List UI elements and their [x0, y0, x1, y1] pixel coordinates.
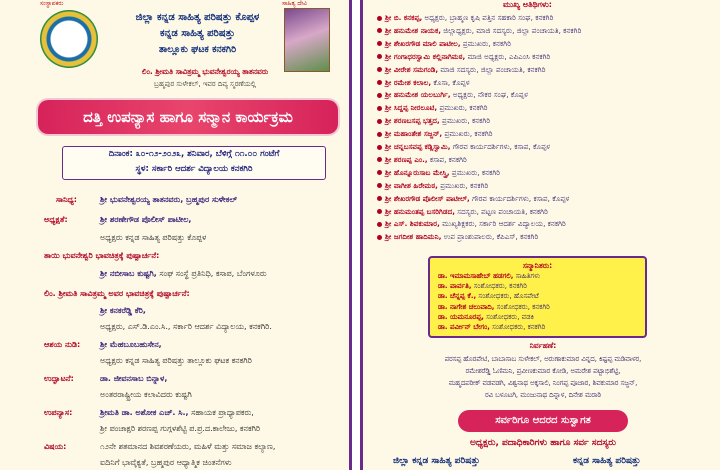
bullet-icon	[377, 196, 382, 201]
bullet-icon	[377, 16, 382, 21]
guest-desc: ಗೌರವ ಕಾರ್ಯದರ್ಶಿಗಳು, ಕಸಾಪ, ಕೊಪ್ಪಳ	[452, 142, 551, 151]
guest-desc: ಗೌರವ ಕಾರ್ಯದರ್ಶಿಗಳು, ಕಸಾಪ, ಕೊಪ್ಪಳ	[472, 193, 570, 203]
guest-desc: ಪ್ರಮುಖರು, ಕನಕಗಿರಿ	[444, 129, 493, 139]
guest-name: ಶ್ರೀ ಹೊನ್ನೂರುಸಾಬ ಮೇಸ್ತ್ರಿ,	[385, 167, 450, 177]
program-row	[100, 408, 254, 418]
program-row	[100, 374, 167, 384]
guest-name: ಶ್ರೀ ಶರಣಪ್ಪ ಎಂ.,	[385, 154, 428, 164]
guest-item	[377, 13, 553, 23]
honoree-name: ಡಾ. ಯಮನೂರಪ್ಪ,	[438, 312, 484, 321]
guest-name: ಶ್ರೀ ಶೇಖರಗೌಡ ಮಾಲಿ ಪಾಟೀಲ,	[385, 38, 461, 48]
guest-desc: ಮುಖ್ಯಶಿಕ್ಷಕರು, ಸರ್ಕಾರಿ ಆದರ್ಶ ವಿದ್ಯಾಲಯ, ಕನಕಗಿರಿ	[442, 219, 566, 229]
guest-item	[377, 52, 550, 62]
guest-item	[377, 26, 581, 36]
tribute-name: ಲಿಂ. ಶ್ರೀಮತಿ ಸಾವಿತ್ರಮ್ಮ ಭುವನೇಶ್ವರಯ್ಯ ತಾತನವರು	[141, 67, 269, 76]
org-title: ಜಿಲ್ಲಾ ಕನ್ನಡ ಸಾಹಿತ್ಯ ಪರಿಷತ್ತು ಕೊಪ್ಪಳ	[135, 12, 260, 23]
program-label: ಉಪನ್ಯಾಸ:	[44, 408, 73, 417]
program-desc: ಅಧ್ಯಕ್ಷರು ಕನ್ನಡ ಸಾಹಿತ್ಯ ಪರಿಷತ್ತು ತಾಲ್ಲೂಕು ಘಟಕ ಕನಕಗಿರಿ	[100, 356, 252, 365]
guest-desc: ಪ್ರಮುಖರು, ಕನಕಗಿರಿ	[462, 38, 511, 48]
guest-desc: ಪ್ರಮುಖರು, ಕನಕಗಿರಿ	[442, 116, 491, 126]
signature-right: ಕನ್ನಡ ಸಾಹಿತ್ಯ ಪರಿಷತ್ತು	[573, 456, 641, 466]
bullet-icon	[377, 157, 382, 162]
guest-item	[377, 103, 488, 113]
program-row	[100, 215, 191, 225]
bullet-icon	[377, 93, 382, 98]
program-row	[44, 408, 72, 418]
honoree-name: ಡಾ. ಪರ್ವೀನ್ ಬೇಗಂ,	[438, 323, 490, 331]
signature-left: ಜಿಲ್ಲಾ ಕನ್ನಡ ಸಾಹಿತ್ಯ ಪರಿಷತ್ತು	[393, 456, 480, 466]
honoree-item	[438, 323, 545, 332]
invite-line: ಅಧ್ಯಕ್ಷರು, ಪದಾಧಿಕಾರಿಗಳು ಹಾಗೂ ಸರ್ವ ಸದಸ್ಯರು	[469, 438, 617, 448]
guest-desc: ಮಾಜಿ ಸದಸ್ಯರು, ಜಿಲ್ಲಾ ಪಂಚಾಯತಿ, ಕನಕಗಿರಿ	[440, 64, 546, 74]
event-venue: ಸ್ಥಳ: ಸರ್ಕಾರಿ ಆದರ್ಶ ವಿದ್ಯಾಲಯ ಕನಕಗಿರಿ	[135, 164, 253, 174]
organizers-line: ಪರಸಪ್ಪ ಹೊರಪೇಟಿ, ಬಾಬಾಸಾಬ ಸುಳೇಕಲ್, ಅರುಣಾಕುಮಾರ ವಿನ್ನದ, ಕಿಷ್ಟಪ್ಪ ಮಡಿವಾಳರ,	[444, 355, 642, 363]
program-row	[100, 195, 237, 205]
guest-item	[377, 39, 511, 49]
welcome-banner: ಸರ್ವರಿಗೂ ಆದರದ ಸುಸ್ವಾಗತ	[458, 410, 628, 432]
program-desc: ಅಧ್ಯಕ್ಷರು, ಎಸ್.ಡಿ.ಎಂ.ಸಿ., ಸರ್ಕಾರಿ ಆದರ್ಶ ವಿದ್ಯಾಲಯ, ಕನಕಗಿರಿ.	[100, 322, 272, 331]
program-label: ಲಿಂ. ಶ್ರೀಮತಿ ಸಾವಿತ್ರಮ್ಮ ಅವರ ಭಾವಚಿತ್ರಕ್ಕೆ ಪುಷ್ಪಾರ್ಚನೆ:	[44, 289, 190, 298]
page-gap	[352, 0, 360, 470]
guest-item	[377, 142, 550, 152]
honoree-name: ಡಾ. ಇಮಾಮಸಾಹೇಬ್ ಹಡಗಲಿ,	[438, 272, 514, 280]
program-row	[100, 269, 267, 279]
right-panel	[360, 0, 720, 470]
goddess-photo	[284, 8, 330, 72]
program-row	[100, 233, 206, 243]
bullet-icon	[377, 183, 382, 188]
bullet-icon	[377, 119, 382, 124]
bullet-icon	[377, 41, 382, 46]
organizers-line: ರಮೇಶರೆಡ್ಡಿ ಓಣಿಮನಿ, ಪ್ರವೀಣಕುಮಾರ ಕೋಡಿ, ಅಮರೇಶ ಪಟ್ಟಾಭಿಶೆಟ್ಟಿ,	[465, 367, 621, 375]
guest-item	[377, 78, 470, 88]
bullet-icon	[377, 145, 382, 150]
photo-caption: ಸಾಹಿತ್ಯ ದೇವಿ	[282, 0, 308, 7]
honoree-name: ಡಾ. ನಾಗೇಶ ಚಲುವಾದಿ,	[438, 302, 495, 311]
guest-name: ಶ್ರೀ ರಮೇಶ ಕಲಾಲ,	[385, 77, 432, 87]
program-row	[44, 442, 66, 452]
program-row	[44, 340, 80, 350]
organizers-line: ರವಿ ಬಳೂಟಗಿ, ಮಂಜುನಾಥ ದಿನ್ನಾಳ, ದಿನೇಶ ಮರಾಠಿ	[484, 391, 601, 399]
honoree-name: ಡಾ. ಚೆನ್ನಪ್ಪ ಕೆ.,	[438, 292, 477, 301]
organizers-title: ನಿರ್ವಹಣೆ:	[529, 341, 557, 350]
guest-desc: ಪ್ರಮುಖರು, ಕನಕಗಿರಿ	[439, 103, 488, 113]
guest-name: ಶ್ರೀ ವೀರೇಶ ಸಮಗಂಡಿ,	[385, 64, 439, 74]
guest-item	[377, 207, 548, 217]
org-subtitle: ಕನ್ನಡ ಸಾಹಿತ್ಯ ಪರಿಷತ್ತು	[160, 28, 235, 39]
guest-item	[377, 232, 538, 242]
guest-name: ಶ್ರೀ ಹನುಮೇಶ ನಾಯಕ,	[385, 25, 441, 35]
program-row	[100, 442, 275, 452]
program-name: ಡಾ. ಜೀವನಸಾಬ ಬಿನ್ನಾಳ,	[100, 374, 168, 383]
honoree-item	[438, 282, 527, 291]
bullet-icon	[377, 209, 382, 214]
guest-item	[377, 155, 467, 165]
program-desc: ೧೨ನೇ ಶತಮಾನದ ಶಿವಶರಣೆಯರು, ಮಹಿಳೆ ಮತ್ತು ಸಮಾಜ ಕಲ್ಯಾಣ,	[100, 442, 276, 451]
program-label: ತಾಯಿ ಭುವನೇಶ್ವರಿ ಭಾವಚಿತ್ರಕ್ಕೆ ಪುಷ್ಪಾರ್ಚನೆ:	[44, 251, 160, 260]
guest-name: ಶ್ರೀ ಶರಣಬಸಪ್ಪ ಭತ್ತದ,	[385, 116, 440, 126]
guest-desc: ಕಸಾಪ, ಕನಕಗಿರಿ	[429, 154, 467, 164]
guest-item	[377, 129, 493, 139]
program-name: ಶ್ರೀ ಮೆಹಬೂಬಹುಸೇನ,	[100, 340, 162, 349]
program-name: ಶ್ರೀ ಕನಕರೆಡ್ಡಿ ಕೆರಿ,	[100, 306, 146, 315]
honoree-desc: ಸಂಶೋಧಕರು, ಕನಕಗಿರಿ	[492, 323, 546, 331]
honorees-title: ಸನ್ಮಾನಿತರು:	[522, 261, 553, 270]
bullet-icon	[377, 106, 382, 111]
program-name: ಶ್ರೀಮತಿ ಡಾ. ಅಶೋಕ ಎಚ್. ಸಿ.,	[100, 408, 189, 417]
guest-name: ಶ್ರೀ ಹನುಮೇಶ ಯಲಬುರ್ಗಿ,	[385, 90, 451, 100]
kasapa-logo-icon	[40, 10, 98, 68]
guest-name: ಶ್ರೀ ವಾಗೀಶ ಹಿರೇಮಠ,	[385, 180, 438, 190]
guest-name: ಶ್ರೀ ಬಿ. ಕನಕಪ್ಪ,	[385, 13, 423, 22]
organizers-line: ಮಹ್ಮದಪರೀಕ್ ವಡವಡಗಿ, ವಿಶ್ವನಾಥ ಅಕ್ಕಸಾಲಿ, ನಿಂಗಪ್ಪ ಪೂಜಾರ, ಶಿವಕುಮಾರ ಸಜ್ಜನ್,	[448, 379, 638, 387]
guest-desc: ಉಪ ಪ್ರಾಂಶುಪಾಲರು, ಕೆಪಿಎಸ್, ಕನಕಗಿರಿ	[443, 232, 539, 242]
guest-desc: ಸದಸ್ಯರು, ಪಟ್ಟಣ ಪಂಚಾಯತಿ, ಕನಕಗಿರಿ	[457, 206, 548, 216]
guest-name: ಶ್ರೀ ಸಿದ್ದಪ್ಪ ನೀರಲೂಟಿ,	[385, 103, 438, 113]
guest-item	[377, 194, 569, 204]
guest-desc: ಅಧ್ಯಕ್ಷರು, ಬ್ರಾಹ್ಮಣ ಕೃಷಿ ಪತ್ತಿನ ಸಹಕಾರಿ ಸಂಘ, ಕನಕಗಿರಿ	[424, 13, 554, 22]
program-desc: ಅಂತರರಾಷ್ಟ್ರೀಯ ಕಲಾವಿದರು ಕುಷ್ಟಗಿ	[100, 390, 192, 399]
bullet-icon	[377, 235, 382, 240]
left-panel	[0, 0, 352, 470]
program-row	[100, 322, 272, 332]
program-row	[56, 195, 77, 205]
program-row	[44, 374, 74, 384]
program-label: ವಿಷಯ:	[44, 442, 67, 451]
guest-name: ಶ್ರೀ ಹನುಮಂತಪ್ಪ ಬಸರಿಗಿಡದ,	[385, 206, 455, 216]
guest-name: ಶ್ರೀ ಎಸ್. ಶಿವಕುಮಾರ,	[385, 219, 440, 229]
honoree-name: ಡಾ. ಪಾರ್ವತಿ,	[438, 282, 472, 291]
guest-desc: ಪ್ರಮುಖರು, ಕನಕಗಿರಿ	[440, 180, 489, 190]
program-row	[100, 306, 146, 316]
bullet-icon	[377, 80, 382, 85]
program-row	[44, 251, 159, 261]
bullet-icon	[377, 222, 382, 227]
honoree-desc: ಸಂಶೋಧಕರು, ವಡಕಿ	[486, 312, 534, 321]
org-unit: ತಾಲ್ಲೂಕು ಘಟಕ ಕನಕಗಿರಿ	[158, 44, 237, 55]
program-name: ಶ್ರೀ ಭುವನೇಶ್ವರಯ್ಯ ತಾತನವರು, ಬ್ರಹ್ಮಪುರ ಸುಳೇಕಲ್	[100, 195, 238, 204]
program-row	[100, 340, 162, 350]
program-desc: ಶ್ರೀ ಪಂಚಾಕ್ಷರಿ ಶರಣಪ್ಪ ಗುಗ್ಗಳಶೆಟ್ಟಿ ಪ.ಪ್ರ.ದ.ಕಾಲೇಜು, ಕನಕಗಿರಿ	[100, 424, 261, 433]
program-label: ಆಶಯ ನುಡಿ:	[44, 340, 81, 349]
program-desc: ಅಧ್ಯಕ್ಷರು ಕನ್ನಡ ಸಾಹಿತ್ಯ ಪರಿಷತ್ತು ಕೊಪ್ಪಳ	[100, 233, 207, 242]
honoree-item	[438, 313, 534, 322]
guest-item	[377, 90, 528, 100]
tribute-line: ಬ್ರಹ್ಮಪುರ ಸುಳೇಕಲ್, ಇವರ ದಿವ್ಯ ಸ್ಮರಣೆಯಲ್ಲಿ	[153, 80, 257, 88]
program-row	[100, 424, 260, 434]
honorees-box	[428, 256, 647, 338]
program-name: ಶ್ರೀ ನಬೀಸಾಬ ಕುಷ್ಟಗಿ,	[100, 269, 157, 278]
program-name: ಶ್ರೀ ಶರಣೇಗೌಡ ಪೊಲೀಸ್ ಪಾಟೀಲ,	[100, 215, 192, 224]
event-banner: ದತ್ತಿ ಉಪನ್ಯಾಸ ಹಾಗೂ ಸನ್ಮಾನ ಕಾರ್ಯಕ್ರಮ	[38, 100, 338, 134]
guest-item	[377, 116, 490, 126]
guest-name: ಶ್ರೀ ಮಹಾಂತೇಶ ಸಜ್ಜನ್,	[385, 129, 443, 139]
program-desc: ಸಂಘ ಸಂಸ್ಥೆ ಪ್ರತಿನಿಧಿ, ಕಸಾಪ, ಬೆಂಗಳೂರು	[159, 269, 267, 278]
guest-item	[377, 168, 500, 178]
bullet-icon	[377, 67, 382, 72]
bullet-icon	[377, 28, 382, 33]
guest-desc: ಪ್ರಮುಖರು, ಕನಕಗಿರಿ	[451, 167, 501, 177]
honoree-item	[438, 292, 539, 301]
guest-desc: ಜಿಲ್ಲಾಧ್ಯಕ್ಷರು, ಮಾಜಿ ಸದಸ್ಯರು, ಜಿಲ್ಲಾ ಪಂಚಾಯತಿ, ಕನಕಗಿರಿ	[443, 25, 582, 35]
event-date: ದಿನಾಂಕ: ೩೦-೧೨-೨೦೨೩, ಶನಿವಾರ, ಬೆಳಿಗ್ಗೆ ೧೧.೦೦ ಗಂಟೆಗೆ	[108, 149, 280, 159]
program-label: ಸಾನಿಧ್ಯ:	[56, 195, 77, 204]
honoree-desc: ಸಂಶೋಧಕರು, ಹೊಸಪೇಟೆ	[478, 292, 539, 301]
guests-title: ಮುಖ್ಯ ಅತಿಥಿಗಳು:	[503, 0, 552, 9]
guest-name: ಶ್ರೀ ಶೇಖರಗೌಡ ಪೊಲೀಸ್ ಪಾಟೀಲ್,	[385, 193, 470, 203]
honoree-desc: ಸಾಹಿತಿಗಳು	[515, 272, 541, 280]
program-label: ಅಧ್ಯಕ್ಷತೆ:	[44, 215, 68, 224]
date-venue-box	[62, 146, 326, 180]
bullet-icon	[377, 54, 382, 59]
guest-name: ಶ್ರೀ ಚನ್ನಬಸವಪ್ಪ ಕಡ್ಲಿಸ್ವಾಮಿ,	[385, 142, 451, 151]
honoree-desc: ಸಂಶೋಧಕರು, ಕನಕಗಿರಿ	[496, 302, 550, 311]
honoree-desc: ಸಂಶೋಧಕರು, ಕನಕಗಿರಿ	[473, 282, 527, 291]
guest-name: ಶ್ರೀ ಜಗದೀಶ ಹಾದಿಮನಿ,	[385, 232, 442, 242]
guest-desc: ಕೊಸಾ, ಕೊಪ್ಪಳ	[433, 77, 470, 87]
guest-desc: ಮಾಜಿ ಅಧ್ಯಕ್ಷರು, ಎಪಿಎಂಸಿ ಕನಕಗಿರಿ	[467, 51, 551, 61]
honoree-item	[438, 272, 540, 281]
program-label: ಉದ್ಘಾಟನೆ:	[44, 374, 74, 383]
program-desc: ಸಹಾಯಕ ಪ್ರಾಧ್ಯಾಪಕರು,	[191, 408, 254, 417]
program-row	[100, 390, 192, 400]
guest-item	[377, 181, 488, 191]
logo-caption: ಸಂಸ್ಥಾಪಕರು	[40, 0, 64, 7]
program-row	[44, 215, 68, 225]
program-row	[44, 289, 190, 299]
program-row	[100, 356, 252, 366]
guest-desc: ಅಧ್ಯಕ್ಷರು, ನೌಕರ ಸಂಘ, ಕೊಪ್ಪಳ	[452, 90, 528, 100]
program-row	[100, 458, 232, 468]
program-desc: ಐದಿನಿಗೆ ಭಾವೈಕ್ಯತೆ, ಬ್ರಹ್ಮಪುರ ಆಧ್ಯಾತ್ಮಿಕ ಚಿಂತನೆಗಳು	[100, 458, 232, 467]
guest-name: ಶ್ರೀ ಗಂಗಾಧರಸ್ವಾಮಿ ಕಲ್ಲಿನಾಗಿಮಠ,	[385, 51, 466, 61]
bullet-icon	[377, 170, 382, 175]
honoree-item	[438, 303, 550, 312]
bullet-icon	[377, 132, 382, 137]
guest-item	[377, 219, 566, 229]
guest-item	[377, 65, 546, 75]
